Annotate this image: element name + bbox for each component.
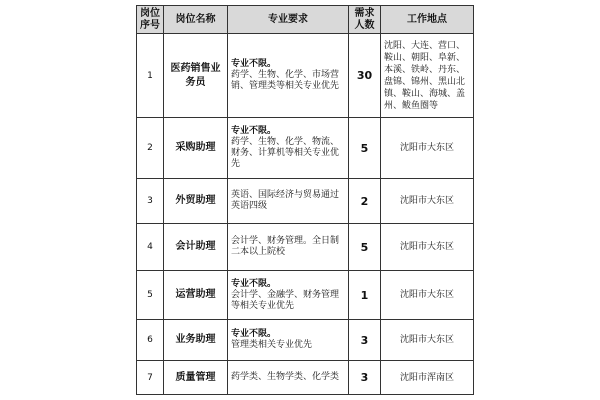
position-number: 7: [137, 361, 164, 395]
requirement-detail: 药学、生物、化学、市场营销、管理类等相关专业优先: [231, 70, 340, 91]
major-requirement: [228, 34, 349, 118]
table-row: [137, 34, 474, 118]
major-requirement: [228, 361, 349, 395]
table-row: [137, 361, 474, 395]
table-row: [137, 271, 474, 320]
headcount: 3: [349, 320, 381, 361]
headcount: 30: [349, 34, 381, 118]
major-requirement: [228, 224, 349, 271]
requirement-note: 专业不限。: [231, 126, 277, 136]
headcount: 1: [349, 271, 381, 320]
header-position-name: 岗位名称: [164, 6, 228, 34]
requirement-detail: 会计学、金融学、财务管理等相关专业优先: [231, 289, 340, 311]
headcount: 5: [349, 118, 381, 179]
position-number: 1: [137, 34, 164, 118]
major-requirement: [228, 179, 349, 224]
position-number: 2: [137, 118, 164, 179]
work-location: 沈阳市大东区: [381, 224, 474, 271]
position-name: 会计助理: [164, 224, 228, 271]
header-work-location: 工作地点: [381, 6, 474, 34]
work-location: 沈阳市浑南区: [381, 361, 474, 395]
work-location: 沈阳市大东区: [381, 179, 474, 224]
position-name: 采购助理: [164, 118, 228, 179]
table-header-row: [137, 6, 474, 34]
table-row: [137, 118, 474, 179]
position-name: 医药销售业务员: [164, 34, 228, 118]
requirement-detail: 管理类相关专业优先: [231, 340, 313, 350]
table-row: [137, 224, 474, 271]
headcount: 3: [349, 361, 381, 395]
position-number: 4: [137, 224, 164, 271]
position-number: 5: [137, 271, 164, 320]
position-name: 质量管理: [164, 361, 228, 395]
major-requirement: [228, 320, 349, 361]
requirement-note: 专业不限。: [231, 329, 277, 339]
work-location: 沈阳、大连、营口、鞍山、朝阳、阜新、本溪、铁岭、丹东、盘锦、锦州、黑山北镇、鞍山、海城、盖州、鲅鱼圈等: [381, 34, 474, 118]
work-location: 沈阳市大东区: [381, 320, 474, 361]
header-position-number: 岗位 序号: [137, 6, 164, 34]
headcount: 2: [349, 179, 381, 224]
header-major-requirement: 专业要求: [228, 6, 349, 34]
requirement-detail: 药学、生物、化学、物流、财务、计算机等相关专业优先: [231, 137, 340, 169]
work-location: 沈阳市大东区: [381, 118, 474, 179]
requirement-detail: 英语、国际经济与贸易通过英语四级: [231, 190, 340, 211]
major-requirement: [228, 118, 349, 179]
work-location: 沈阳市大东区: [381, 271, 474, 320]
table-row: [137, 320, 474, 361]
headcount: 5: [349, 224, 381, 271]
job-positions-table: [136, 5, 474, 395]
requirement-note: 专业不限。: [231, 59, 277, 69]
requirement-detail: 会计学、财务管理。全日制二本以上院校: [231, 236, 340, 257]
position-number: 3: [137, 179, 164, 224]
header-headcount: 需求 人数: [349, 6, 381, 34]
position-name: 业务助理: [164, 320, 228, 361]
requirement-detail: 药学类、生物学类、化学类: [231, 372, 340, 382]
position-number: 6: [137, 320, 164, 361]
requirement-note: 专业不限。: [231, 278, 277, 289]
position-name: 外贸助理: [164, 179, 228, 224]
position-name: 运营助理: [164, 271, 228, 320]
major-requirement: [228, 271, 349, 320]
table-row: [137, 179, 474, 224]
